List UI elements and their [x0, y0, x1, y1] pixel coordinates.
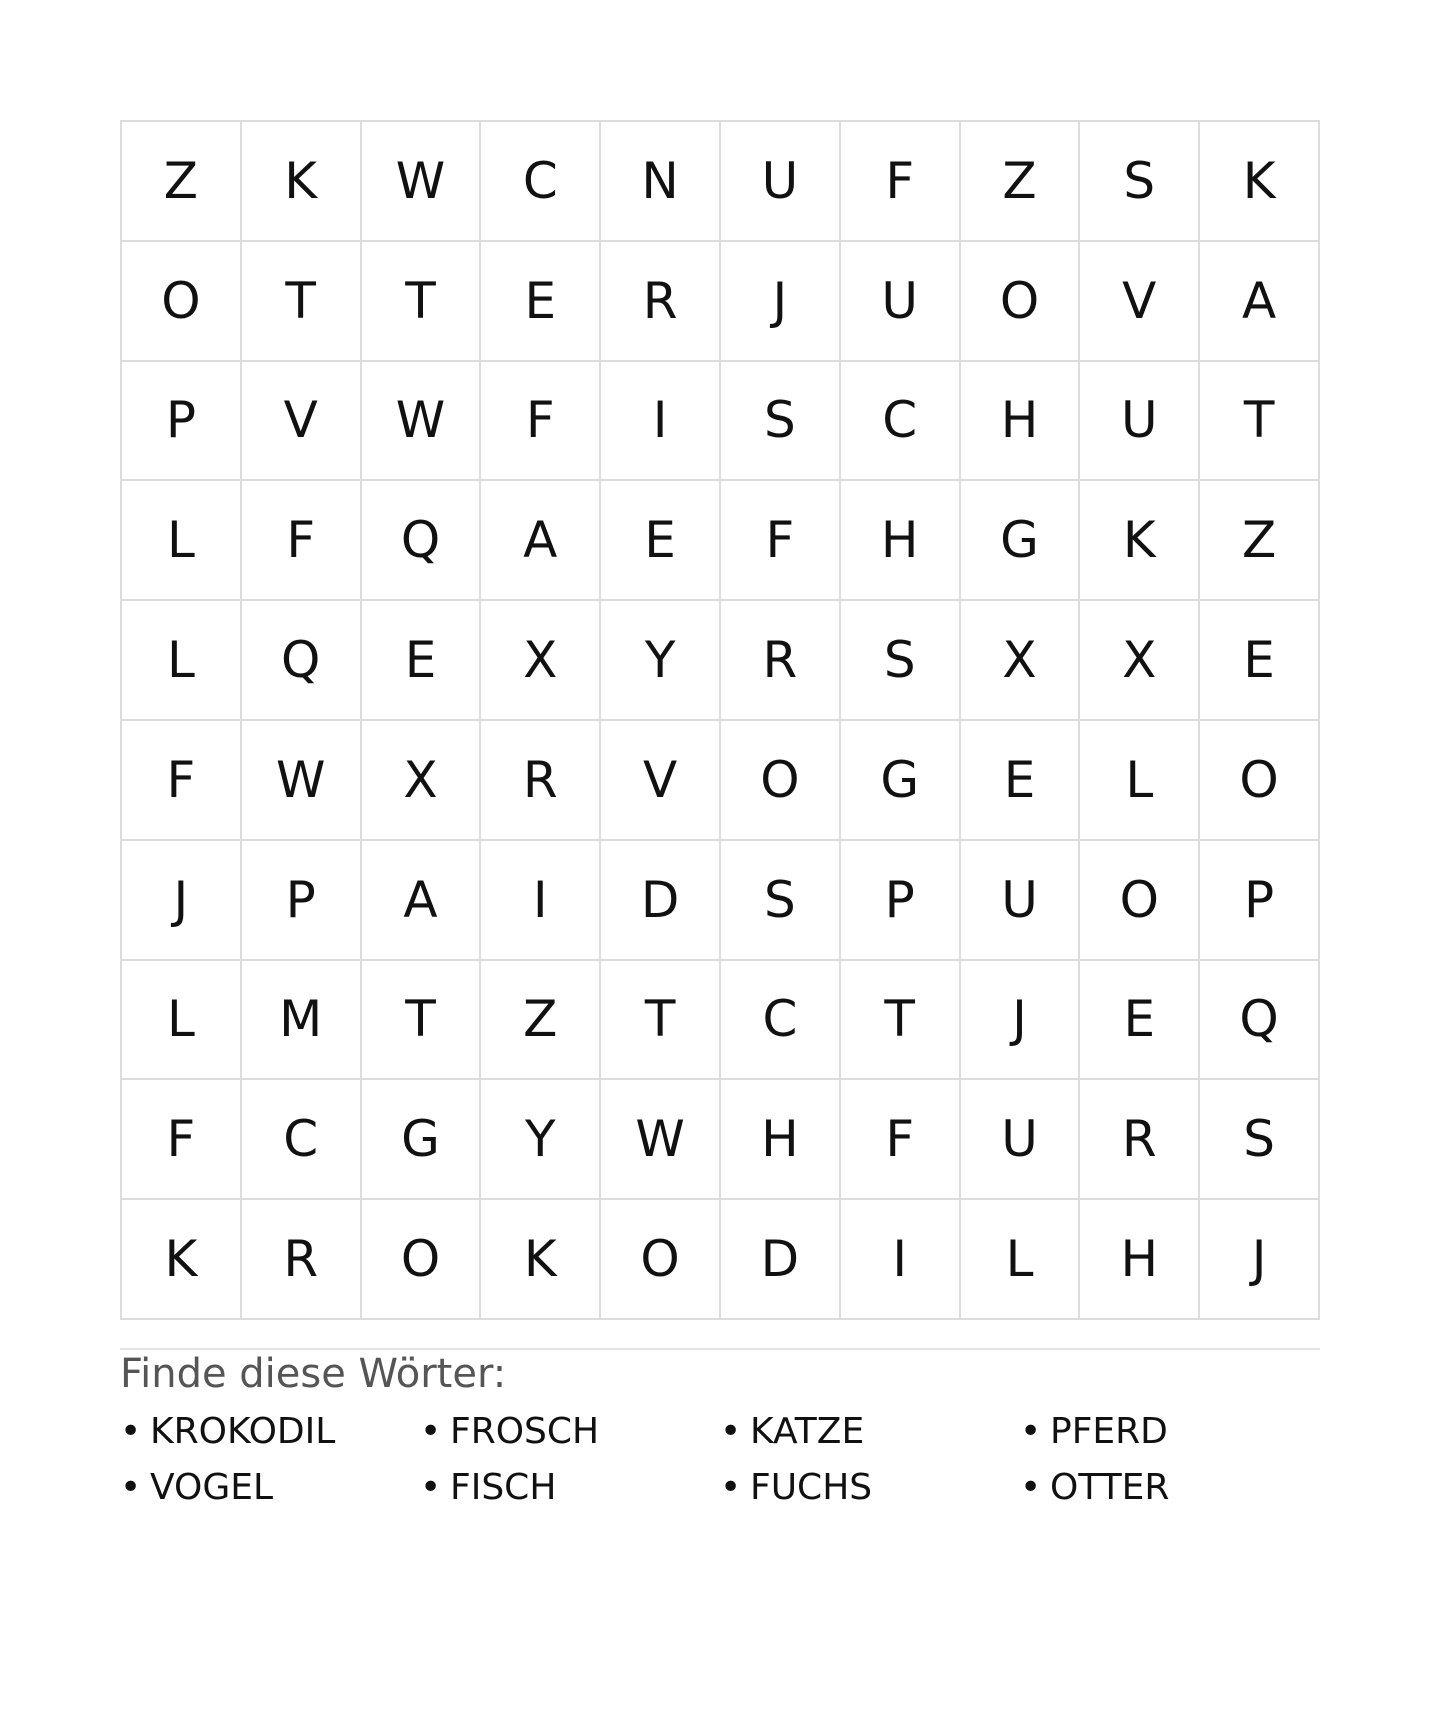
- grid-cell-r9-c9[interactable]: R: [1080, 1080, 1200, 1200]
- word-item: [720, 1410, 1020, 1454]
- grid-cell-r4-c10[interactable]: Z: [1200, 481, 1320, 601]
- grid-cell-r7-c7[interactable]: P: [841, 841, 961, 961]
- grid-cell-r4-c7[interactable]: H: [841, 481, 961, 601]
- grid-cell-r9-c2[interactable]: C: [242, 1080, 362, 1200]
- grid-cell-r10-c6[interactable]: D: [721, 1200, 841, 1320]
- grid-cell-r3-c10[interactable]: T: [1200, 362, 1320, 482]
- word-label: FROSCH: [450, 1411, 600, 1452]
- grid-cell-r9-c7[interactable]: F: [841, 1080, 961, 1200]
- grid-cell-r1-c5[interactable]: N: [601, 122, 721, 242]
- bullet-icon: •: [420, 1411, 442, 1452]
- grid-cell-r1-c9[interactable]: S: [1080, 122, 1200, 242]
- word-item: [420, 1410, 720, 1454]
- grid-cell-r8-c7[interactable]: T: [841, 961, 961, 1081]
- word-list-title: Finde diese Wörter:: [120, 1351, 507, 1397]
- grid-cell-r1-c10[interactable]: K: [1200, 122, 1320, 242]
- grid-cell-r4-c9[interactable]: K: [1080, 481, 1200, 601]
- grid-cell-r2-c3[interactable]: T: [362, 242, 482, 362]
- word-item: [120, 1466, 420, 1510]
- grid-cell-r8-c6[interactable]: C: [721, 961, 841, 1081]
- grid-cell-r7-c10[interactable]: P: [1200, 841, 1320, 961]
- grid-cell-r4-c1[interactable]: L: [122, 481, 242, 601]
- grid-cell-r1-c2[interactable]: K: [242, 122, 362, 242]
- grid-cell-r5-c10[interactable]: E: [1200, 601, 1320, 721]
- grid-cell-r8-c1[interactable]: L: [122, 961, 242, 1081]
- grid-cell-r3-c6[interactable]: S: [721, 362, 841, 482]
- bullet-icon: •: [720, 1467, 742, 1508]
- grid-cell-r7-c8[interactable]: U: [961, 841, 1081, 961]
- grid-cell-r3-c3[interactable]: W: [362, 362, 482, 482]
- grid-cell-r4-c3[interactable]: Q: [362, 481, 482, 601]
- grid-cell-r10-c5[interactable]: O: [601, 1200, 721, 1320]
- grid-cell-r1-c8[interactable]: Z: [961, 122, 1081, 242]
- grid-cell-r6-c10[interactable]: O: [1200, 721, 1320, 841]
- bullet-icon: •: [1020, 1467, 1042, 1508]
- word-item: [720, 1466, 1020, 1510]
- word-item: [420, 1466, 720, 1510]
- grid-cell-r9-c4[interactable]: Y: [481, 1080, 601, 1200]
- grid-cell-r2-c7[interactable]: U: [841, 242, 961, 362]
- grid-cell-r4-c5[interactable]: E: [601, 481, 721, 601]
- grid-cell-r5-c4[interactable]: X: [481, 601, 601, 721]
- word-label: OTTER: [1050, 1467, 1170, 1508]
- word-item: [120, 1410, 420, 1454]
- grid-cell-r2-c1[interactable]: O: [122, 242, 242, 362]
- bullet-icon: •: [1020, 1411, 1042, 1452]
- grid-cell-r3-c5[interactable]: I: [601, 362, 721, 482]
- grid-cell-r4-c2[interactable]: F: [242, 481, 362, 601]
- grid-cell-r6-c6[interactable]: O: [721, 721, 841, 841]
- grid-cell-r9-c6[interactable]: H: [721, 1080, 841, 1200]
- grid-cell-r2-c8[interactable]: O: [961, 242, 1081, 362]
- grid-cell-r2-c10[interactable]: A: [1200, 242, 1320, 362]
- grid-cell-r5-c8[interactable]: X: [961, 601, 1081, 721]
- grid-cell-r7-c3[interactable]: A: [362, 841, 482, 961]
- grid-cell-r8-c9[interactable]: E: [1080, 961, 1200, 1081]
- word-item: [1020, 1466, 1320, 1510]
- grid-cell-r10-c7[interactable]: I: [841, 1200, 961, 1320]
- grid-cell-r4-c6[interactable]: F: [721, 481, 841, 601]
- grid-cell-r9-c10[interactable]: S: [1200, 1080, 1320, 1200]
- grid-cell-r1-c7[interactable]: F: [841, 122, 961, 242]
- word-label: KATZE: [750, 1411, 865, 1452]
- grid-cell-r7-c5[interactable]: D: [601, 841, 721, 961]
- grid-cell-r10-c8[interactable]: L: [961, 1200, 1081, 1320]
- grid-cell-r7-c9[interactable]: O: [1080, 841, 1200, 961]
- grid-cell-r6-c1[interactable]: F: [122, 721, 242, 841]
- grid-cell-r6-c5[interactable]: V: [601, 721, 721, 841]
- grid-cell-r8-c8[interactable]: J: [961, 961, 1081, 1081]
- grid-cell-r5-c2[interactable]: Q: [242, 601, 362, 721]
- grid-cell-r5-c5[interactable]: Y: [601, 601, 721, 721]
- grid-cell-r1-c3[interactable]: W: [362, 122, 482, 242]
- grid-cell-r3-c2[interactable]: V: [242, 362, 362, 482]
- grid-cell-r2-c6[interactable]: J: [721, 242, 841, 362]
- grid-cell-r1-c4[interactable]: C: [481, 122, 601, 242]
- grid-cell-r8-c2[interactable]: M: [242, 961, 362, 1081]
- grid-cell-r2-c4[interactable]: E: [481, 242, 601, 362]
- grid-cell-r10-c3[interactable]: O: [362, 1200, 482, 1320]
- grid-cell-r3-c1[interactable]: P: [122, 362, 242, 482]
- grid-cell-r6-c4[interactable]: R: [481, 721, 601, 841]
- grid-cell-r5-c3[interactable]: E: [362, 601, 482, 721]
- grid-cell-r6-c9[interactable]: L: [1080, 721, 1200, 841]
- grid-cell-r9-c1[interactable]: F: [122, 1080, 242, 1200]
- grid-cell-r1-c6[interactable]: U: [721, 122, 841, 242]
- grid-cell-r9-c8[interactable]: U: [961, 1080, 1081, 1200]
- grid-cell-r9-c3[interactable]: G: [362, 1080, 482, 1200]
- grid-cell-r3-c9[interactable]: U: [1080, 362, 1200, 482]
- word-item: [1020, 1410, 1320, 1454]
- grid-cell-r3-c4[interactable]: F: [481, 362, 601, 482]
- grid-cell-r2-c2[interactable]: T: [242, 242, 362, 362]
- word-label: VOGEL: [150, 1467, 274, 1508]
- word-list: [120, 1410, 1320, 1510]
- grid-cell-r10-c1[interactable]: K: [122, 1200, 242, 1320]
- grid-cell-r7-c6[interactable]: S: [721, 841, 841, 961]
- grid-cell-r5-c1[interactable]: L: [122, 601, 242, 721]
- bullet-icon: •: [720, 1411, 742, 1452]
- word-search-grid: [120, 120, 1320, 1320]
- grid-cell-r3-c8[interactable]: H: [961, 362, 1081, 482]
- grid-cell-r6-c8[interactable]: E: [961, 721, 1081, 841]
- grid-cell-r3-c7[interactable]: C: [841, 362, 961, 482]
- grid-cell-r5-c9[interactable]: X: [1080, 601, 1200, 721]
- grid-cell-r10-c4[interactable]: K: [481, 1200, 601, 1320]
- word-label: PFERD: [1050, 1411, 1168, 1452]
- grid-cell-r8-c5[interactable]: T: [601, 961, 721, 1081]
- word-label: FISCH: [450, 1467, 557, 1508]
- grid-cell-r4-c4[interactable]: A: [481, 481, 601, 601]
- grid-cell-r8-c10[interactable]: Q: [1200, 961, 1320, 1081]
- grid-cell-r9-c5[interactable]: W: [601, 1080, 721, 1200]
- grid-cell-r7-c1[interactable]: J: [122, 841, 242, 961]
- grid-cell-r8-c3[interactable]: T: [362, 961, 482, 1081]
- grid-cell-r8-c4[interactable]: Z: [481, 961, 601, 1081]
- word-label: KROKODIL: [150, 1411, 336, 1452]
- grid-cell-r1-c1[interactable]: Z: [122, 122, 242, 242]
- grid-cell-r6-c7[interactable]: G: [841, 721, 961, 841]
- grid-cell-r6-c3[interactable]: X: [362, 721, 482, 841]
- grid-cell-r5-c6[interactable]: R: [721, 601, 841, 721]
- grid-cell-r10-c10[interactable]: J: [1200, 1200, 1320, 1320]
- grid-cell-r10-c2[interactable]: R: [242, 1200, 362, 1320]
- bullet-icon: •: [120, 1467, 142, 1508]
- grid-cell-r2-c9[interactable]: V: [1080, 242, 1200, 362]
- grid-cell-r2-c5[interactable]: R: [601, 242, 721, 362]
- grid-cell-r6-c2[interactable]: W: [242, 721, 362, 841]
- bullet-icon: •: [420, 1467, 442, 1508]
- grid-cell-r7-c2[interactable]: P: [242, 841, 362, 961]
- grid-cell-r10-c9[interactable]: H: [1080, 1200, 1200, 1320]
- grid-cell-r4-c8[interactable]: G: [961, 481, 1081, 601]
- grid-cell-r5-c7[interactable]: S: [841, 601, 961, 721]
- bullet-icon: •: [120, 1411, 142, 1452]
- grid-cell-r7-c4[interactable]: I: [481, 841, 601, 961]
- word-label: FUCHS: [750, 1467, 873, 1508]
